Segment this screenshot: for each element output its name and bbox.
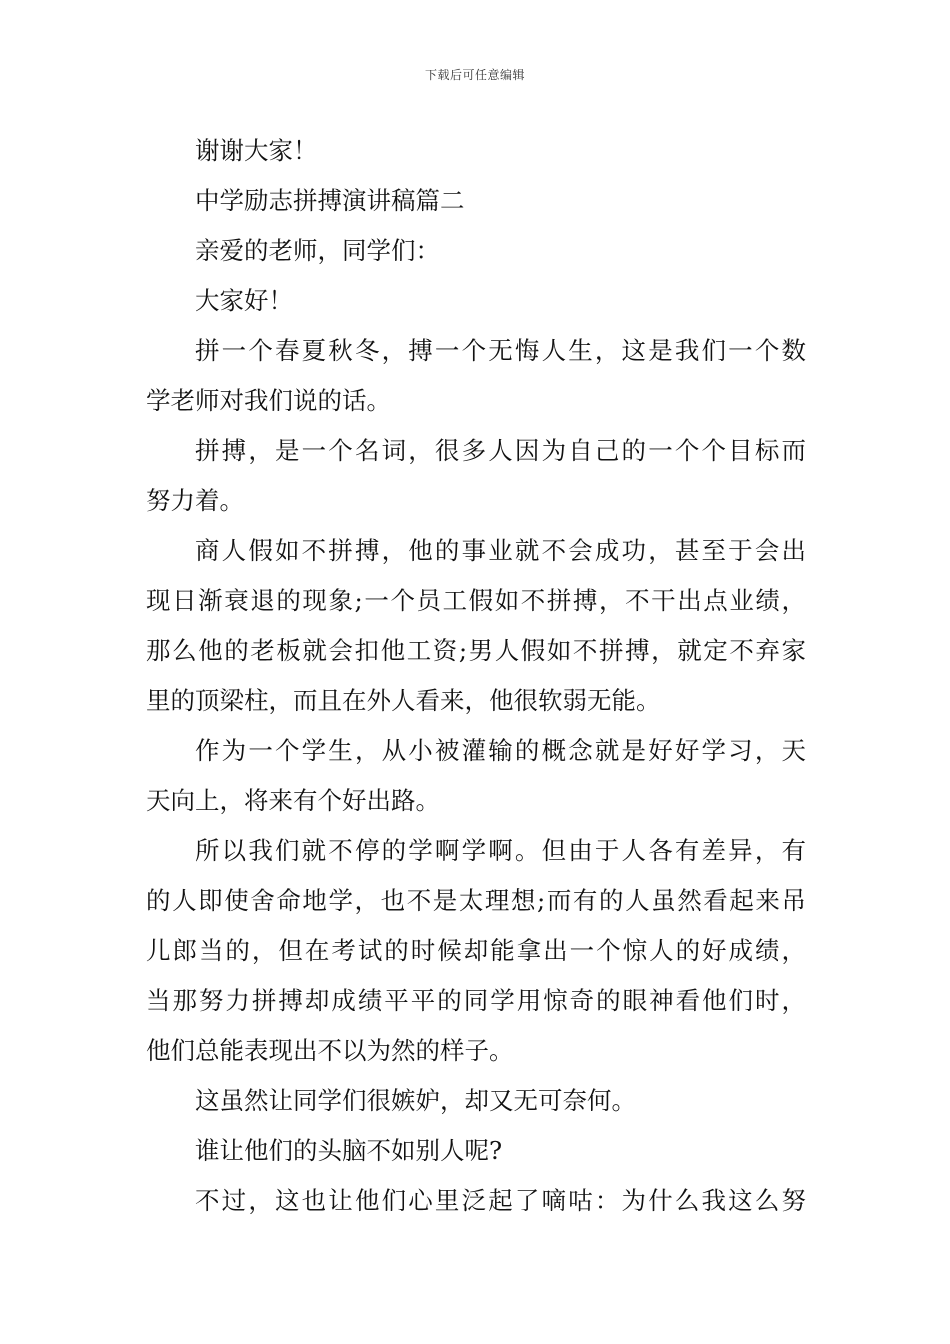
text-line: 这虽然让同学们很嫉妒，却又无可奈何。 <box>195 1086 636 1115</box>
text-line: 努力着。 <box>146 486 244 515</box>
document-body <box>146 126 806 1226</box>
text-line: 那么他的老板就会扣他工资;男人假如不拼搏，就定不弃家 <box>146 636 806 665</box>
text-line: 作为一个学生，从小被灌输的概念就是好好学习，天 <box>195 736 806 765</box>
text-line: 里的顶梁柱，而且在外人看来，他很软弱无能。 <box>146 686 661 715</box>
text-line: 儿郎当的，但在考试的时候却能拿出一个惊人的好成绩， <box>146 936 806 965</box>
text-line: 天向上，将来有个好出路。 <box>146 786 440 815</box>
text-line: 当那努力拼搏却成绩平平的同学用惊奇的眼神看他们时， <box>146 986 806 1015</box>
text-line: 的人即使舍命地学，也不是太理想;而有的人虽然看起来吊 <box>146 886 806 915</box>
section-title: 中学励志拼搏演讲稿篇二 <box>195 186 465 215</box>
text-line: 亲爱的老师，同学们： <box>195 236 440 265</box>
text-line: 商人假如不拼搏，他的事业就不会成功，甚至于会出 <box>195 536 806 565</box>
text-line: 谁让他们的头脑不如别人呢? <box>195 1136 503 1165</box>
page-header: 下载后可任意编辑 <box>424 68 525 82</box>
text-line: 他们总能表现出不以为然的样子。 <box>146 1036 514 1065</box>
text-line: 所以我们就不停的学啊学啊。但由于人各有差异，有 <box>195 836 806 865</box>
text-line: 不过，这也让他们心里泛起了嘀咕：为什么我这么努 <box>195 1186 806 1215</box>
text-line: 拼一个春夏秋冬，搏一个无悔人生，这是我们一个数 <box>195 336 806 365</box>
text-line: 现日渐衰退的现象;一个员工假如不拼搏，不干出点业绩， <box>146 586 806 615</box>
text-line: 大家好！ <box>195 286 293 315</box>
text-line: 谢谢大家！ <box>195 136 318 165</box>
text-line: 学老师对我们说的话。 <box>146 386 391 415</box>
text-line: 拼搏，是一个名词，很多人因为自己的一个个目标而 <box>195 436 806 465</box>
